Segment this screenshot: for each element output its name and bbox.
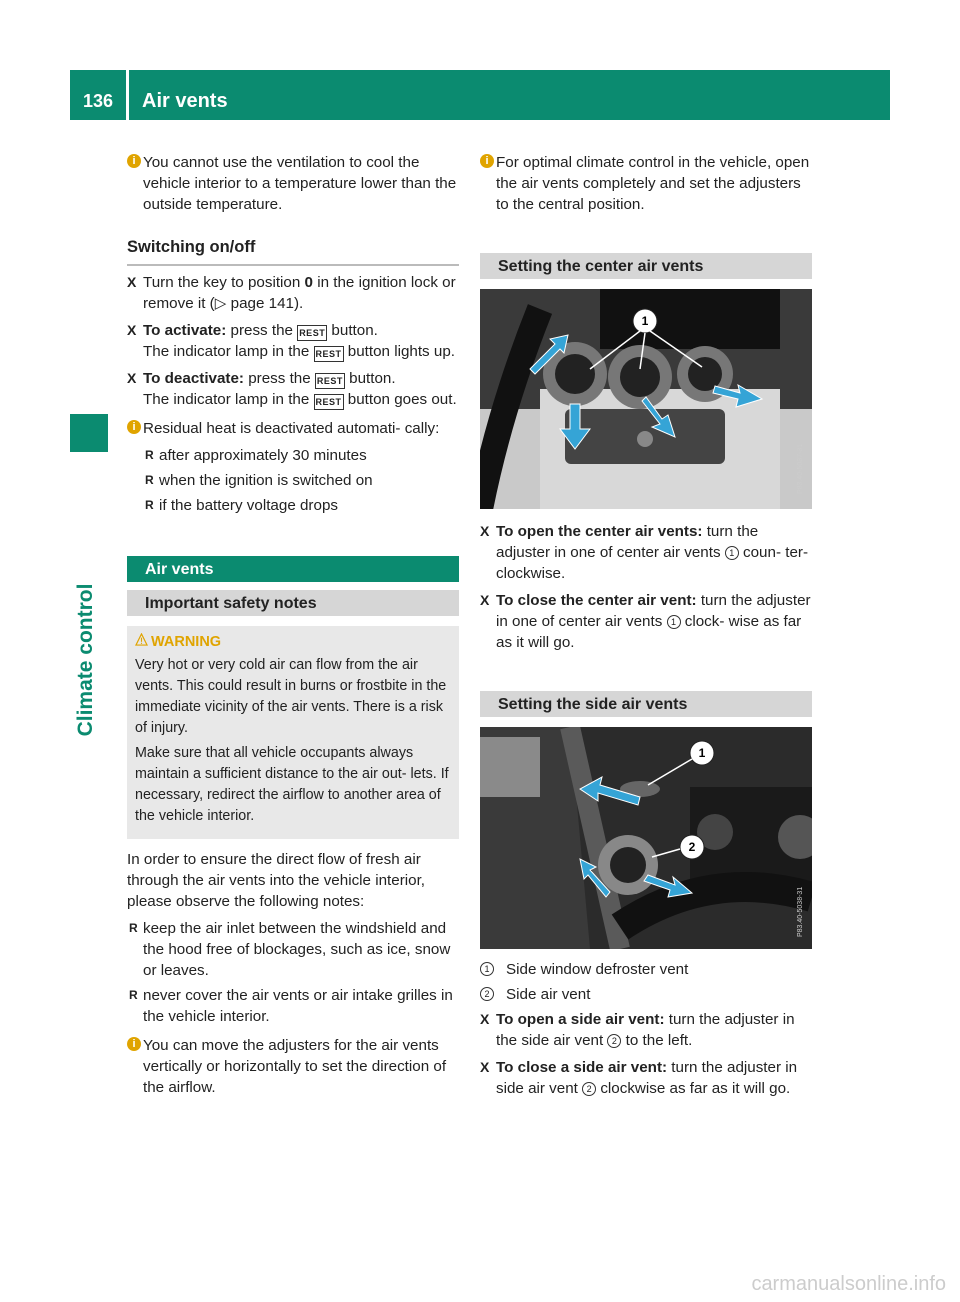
instruction-step: X To open the center air vents: turn the adjuster in one of center air vents 1 coun- ter-clockwise.	[480, 523, 809, 582]
info-note: i For optimal climate control in the vehicle, open the air vents completely and set the adjusters to the central position.	[480, 152, 812, 215]
step-arrow-icon: X	[127, 370, 137, 386]
legend-item: 2 Side air vent	[480, 984, 812, 1005]
rest-key-icon: REST	[314, 394, 344, 410]
info-icon: i	[127, 420, 141, 434]
section-heading: Switching on/off	[127, 237, 459, 266]
callout-2-icon: 2	[607, 1034, 621, 1048]
warning-title: WARNING	[135, 632, 451, 653]
step-arrow-icon: X	[127, 322, 137, 338]
list-item: R if the battery voltage drops	[145, 497, 338, 514]
info-note: i You cannot use the ventilation to cool the vehicle interior to a temperature lower than the outside temperature.	[127, 152, 459, 215]
photo-code: P83.40-5038-31	[797, 886, 804, 937]
instruction-step: X To open a side air vent: turn the adjuster in the side air vent 2 to the left.	[480, 1011, 795, 1049]
list-item: R when the ignition is switched on	[145, 472, 373, 489]
list-item: R never cover the air vents or air intake grilles in the vehicle interior.	[129, 987, 453, 1025]
header-divider	[126, 70, 129, 120]
warning-box	[127, 626, 459, 839]
step-arrow-icon: X	[127, 274, 137, 290]
instruction-step: X To activate: press the REST button. The indicator lamp in the REST button lights up.	[127, 322, 455, 360]
instruction-step: X To close a side air vent: turn the adjuster in side air vent 2 clockwise as far as it will go.	[480, 1059, 798, 1097]
instruction-step: X To deactivate: press the REST button. The indicator lamp in the REST button goes out.	[127, 370, 457, 408]
instruction-step: X To close the center air vent: turn the adjuster in one of center air vents 1 clock- wise as far as it will go.	[480, 592, 811, 651]
callout-1-icon: 1	[725, 546, 739, 560]
right-column	[480, 152, 812, 1105]
list-item: R after approximately 30 minutes	[145, 447, 367, 464]
callout-2: 2	[688, 840, 696, 854]
watermark: carmanualsonline.info	[751, 1273, 946, 1295]
step-arrow-icon: X	[480, 592, 490, 608]
side-vents-photo	[480, 727, 812, 949]
step-arrow-icon: X	[480, 1011, 490, 1027]
callout-1-icon: 1	[480, 962, 494, 976]
info-icon: i	[480, 154, 494, 168]
instruction-step: X Turn the key to position 0 in the ignition lock or remove it (▷ page 141).	[127, 274, 456, 312]
page-number: 136	[82, 91, 114, 111]
warning-text: Very hot or very cold air can flow from the air vents. This could result in burns or frostbite in the immediate vicinity of the air vents. There is a risk of injury.	[135, 657, 447, 736]
body-text: In order to ensure the direct flow of fresh air through the air vents into the vehicle interior, please observe the following notes:	[127, 851, 426, 910]
rest-key-icon: REST	[297, 325, 327, 341]
callout-1: 1	[698, 746, 706, 760]
page-title: Air vents	[142, 90, 228, 112]
rest-key-icon: REST	[314, 346, 344, 362]
callout-1: 1	[641, 314, 649, 328]
info-icon: i	[127, 154, 141, 168]
section-bar: Air vents	[127, 556, 459, 582]
callout-1-icon: 1	[667, 615, 681, 629]
center-vents-photo	[480, 289, 812, 509]
photo-code: P83.40-5037-31	[797, 443, 804, 494]
page-header	[70, 70, 890, 120]
subsection-bar: Setting the center air vents	[480, 253, 812, 279]
rest-key-icon: REST	[315, 373, 345, 389]
subsection-bar: Important safety notes	[127, 590, 459, 616]
info-note: i Residual heat is deactivated automati- cally:	[127, 418, 459, 439]
list-item: R keep the air inlet between the windshield and the hood free of blockages, such as ice, snow or leaves.	[129, 920, 451, 979]
step-arrow-icon: X	[480, 523, 490, 539]
warning-text: Make sure that all vehicle occupants always maintain a sufficient distance to the air out- lets. If necessary, redirect the airflow to another area of the vehicle interior.	[135, 745, 449, 824]
side-tab-marker	[70, 414, 108, 452]
info-note: i You can move the adjusters for the air vents vertically or horizontally to set the direction of the airflow.	[127, 1035, 459, 1098]
callout-2-icon: 2	[480, 987, 494, 1001]
step-arrow-icon: X	[480, 1059, 490, 1075]
side-tab-label: Climate control	[74, 583, 97, 737]
warning-icon	[135, 633, 148, 646]
subsection-bar: Setting the side air vents	[480, 691, 812, 717]
info-icon: i	[127, 1037, 141, 1051]
callout-2-icon: 2	[582, 1082, 596, 1096]
left-column	[127, 152, 459, 1112]
legend-item: 1 Side window defroster vent	[480, 959, 812, 980]
